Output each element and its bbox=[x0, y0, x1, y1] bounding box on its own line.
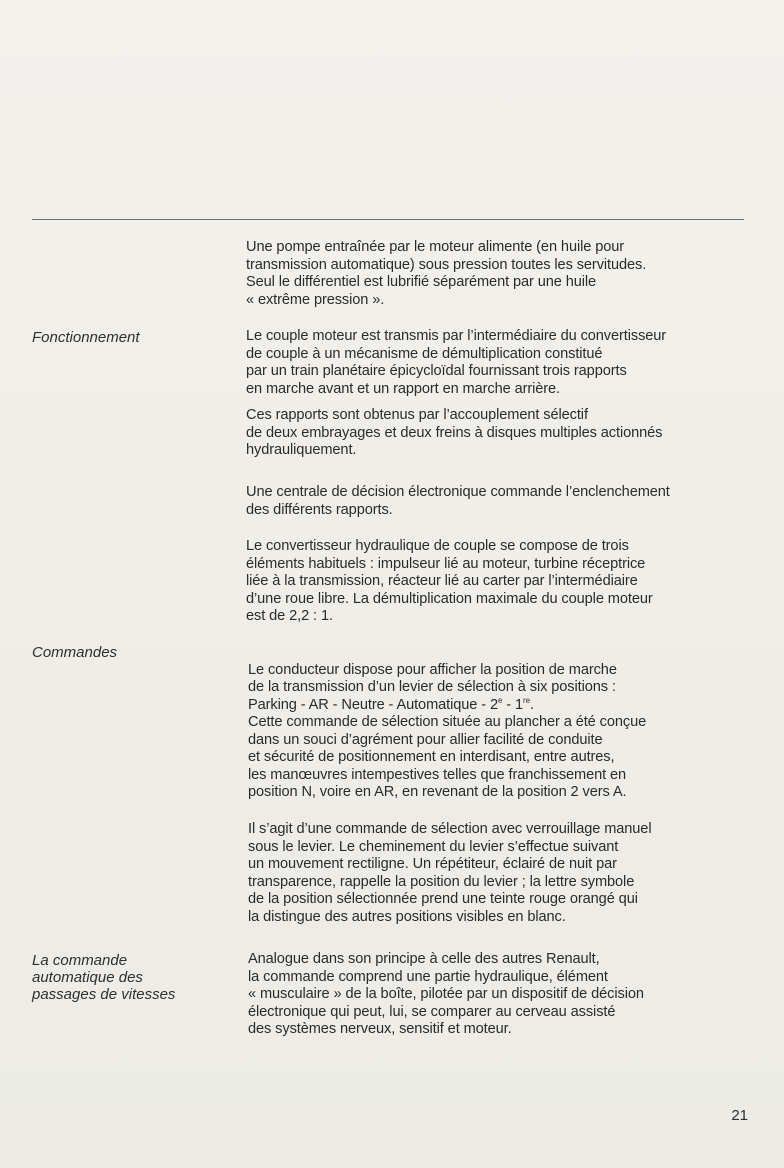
paragraph-selection-plancher: Cette commande de sélection située au plancher a été conçue dans un souci d’agrément pour allier facilité de conduite et sécurité de positionnement en interdisant, entre autres, les manœuvres intempestives telles que franchissement en position N, voire en AR, en revenant de la position 2 vers A. bbox=[248, 714, 647, 801]
selector-positions-text: Parking - AR - Neutre - Automatique - 2 bbox=[248, 696, 498, 713]
paragraph-rapports: Ces rapports sont obtenus par l’accouplement sélectif de deux embrayages et deux freins à disques multiples actionnés hydrauliquement. bbox=[246, 407, 663, 459]
superscript-e: e bbox=[497, 695, 503, 705]
paragraph-verrouillage: Il s’agit d’une commande de sélection avec verrouillage manuel sous le levier. Le cheminement du levier s’effectue suivant un mouvement rectiligne. Un répétiteur, éclairé de nuit par transparence, rappelle la position du levier ; la lettre symbole de la position sélectionnée prend une teinte rouge orangé qui la distingue des autres positions visibles en blanc. bbox=[248, 821, 652, 925]
paragraph-conducteur-lines: Le conducteur dispose pour afficher la position de marche de la transmission d’un levier de sélection à six positions : bbox=[248, 661, 617, 696]
paragraph-conducteur bbox=[248, 644, 748, 714]
horizontal-rule bbox=[32, 219, 744, 220]
page-number: 21 bbox=[731, 1107, 748, 1124]
selector-positions-end: . bbox=[529, 696, 534, 713]
sidehead-commandes: Commandes bbox=[32, 644, 118, 661]
paragraph-convertisseur: Le convertisseur hydraulique de couple se compose de trois éléments habituels : impulseur lié au moteur, turbine réceptrice liée à la transmission, réacteur lié au carter par l’intermédiaire d’une roue libre. La démultiplication maximale du couple moteur est de 2,2 : 1. bbox=[246, 538, 653, 625]
paragraph-couple-moteur: Le couple moteur est transmis par l’intermédiaire du convertisseur de couple à un mécanisme de démultiplication constitué par un train planétaire épicycloïdal fournissant trois rapports en marche avant et un rapport en marche arrière. bbox=[246, 328, 667, 397]
sidehead-commande-automatique: La commande automatique des passages de vitesses bbox=[32, 952, 176, 1003]
sidehead-fonctionnement: Fonctionnement bbox=[32, 329, 140, 346]
paragraph-pompe: Une pompe entraînée par le moteur alimente (en huile pour transmission automatique) sous pression toutes les servitudes. Seul le différentiel est lubrifié séparément par une huile « extrême pression ». bbox=[246, 239, 647, 308]
superscript-re: re bbox=[523, 695, 530, 705]
paragraph-centrale: Une centrale de décision électronique commande l’enclenchement des différents rapports. bbox=[246, 484, 670, 518]
paragraph-analogue: Analogue dans son principe à celle des autres Renault, la commande comprend une partie hydraulique, élément « musculaire » de la boîte, pilotée par un dispositif de décision électronique qui peut, lui, se comparer au cerveau assisté des systèmes nerveux, sensitif et moteur. bbox=[248, 951, 644, 1038]
selector-positions-mid: - 1 bbox=[502, 696, 524, 713]
